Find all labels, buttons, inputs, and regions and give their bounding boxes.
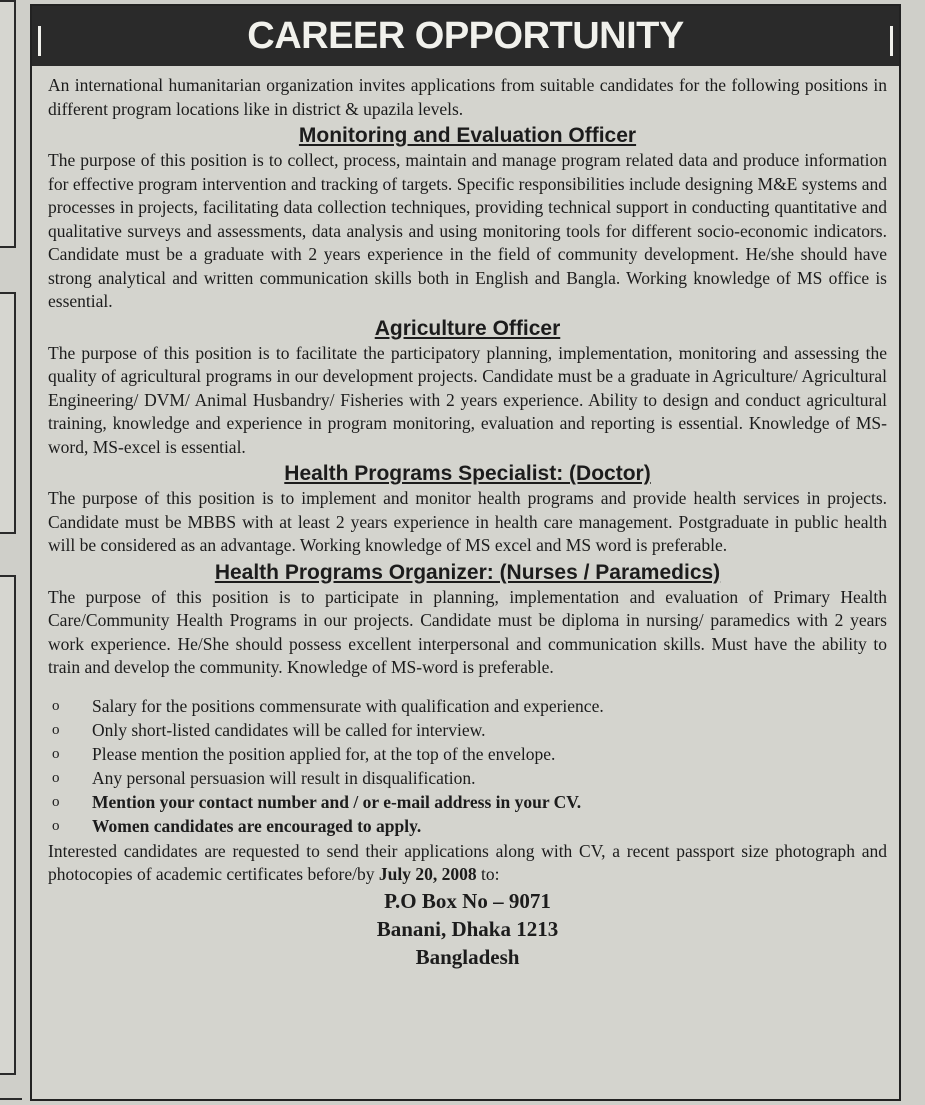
job-advertisement (30, 4, 901, 1101)
bullet-icon: o (52, 745, 60, 762)
position-description-health-organizer: The purpose of this position is to participate in planning, implementation and evaluation of Primary Health Care/Community Health Programs in our projects. Candidate must be diploma in nursing/ paramedics with 2 years work experience. He/She should possess excellent interpersonal and communication skills. Must have the ability to train and develop the community. Knowledge of MS-word is preferable. (48, 586, 887, 677)
list-item: o Salary for the positions commensurate with qualification and experience. (48, 694, 887, 718)
notes-list (48, 694, 887, 838)
bullet-icon: o (52, 769, 60, 786)
neighbor-column-middle (0, 292, 16, 534)
header-banner (32, 6, 899, 66)
list-item: o Mention your contact number and / or e-mail address in your CV. (48, 790, 887, 814)
bullet-icon: o (52, 793, 60, 810)
page-title: CAREER OPPORTUNITY (247, 14, 684, 57)
ad-body (32, 66, 899, 971)
postal-address (48, 887, 887, 971)
address-line-country: Bangladesh (415, 944, 520, 969)
position-title-health-organizer: Health Programs Organizer: (Nurses / Paramedics) (214, 560, 721, 584)
deadline-date: July 20, 2008 (378, 864, 477, 884)
list-item: o Women candidates are encouraged to apply. (48, 814, 887, 838)
position-title-agriculture-officer: Agriculture Officer (374, 316, 561, 340)
bullet-icon: o (52, 697, 60, 714)
bullet-icon: o (52, 817, 60, 834)
list-item: o Any personal persuasion will result in disqualification. (48, 766, 887, 790)
address-line-city: Banani, Dhaka 1213 (376, 916, 559, 941)
bullet-icon: o (52, 721, 60, 738)
position-title-me-officer: Monitoring and Evaluation Officer (298, 124, 637, 147)
closing-paragraph: Interested candidates are requested to send their applications along with CV, a recent passport size photograph and photocopies of academic certificates before/by July 20, 2008 to: (48, 840, 887, 884)
neighbor-column-top (0, 0, 16, 248)
list-item: o Only short-listed candidates will be called for interview. (48, 718, 887, 742)
list-item: o Please mention the position applied for, at the top of the envelope. (48, 742, 887, 766)
address-line-po-box: P.O Box No – 9071 (384, 888, 551, 913)
position-description-agriculture-officer: The purpose of this position is to facilitate the participatory planning, implementation, monitoring and assessing the quality of agricultural programs in our development projects. Candidate must be a graduate in Agriculture/ Agricultural Engineering/ DVM/ Animal Husbandry/ Fisheries with 2 years experience. Ability to design and conduct agricultural training, knowledge and experience in program monitoring, evaluation and reporting is essential. Knowledge of MS-word, MS-excel is essential. (48, 342, 887, 457)
neighbor-column-bottom (0, 575, 16, 1075)
position-description-health-specialist: The purpose of this position is to implement and monitor health programs and provide health services in projects. Candidate must be MBBS with at least 2 years experience in health care management. Postgraduate in public health will be considered as an advantage. Working knowledge of MS excel and MS word is preferable. (48, 488, 887, 555)
position-description-me-officer: The purpose of this position is to collect, process, maintain and manage program related data and produce information for effective program intervention and tracking of targets. Specific responsibilities include designing M&E systems and processes in projects, facilitating data collection techniques, providing technical support in conducting quantitative and qualitative surveys and assessments, data analysis and using monitoring tools for different socio-economic indicators. Candidate must be a graduate with 2 years experience in the field of community development. He/she should have strong analytical and written communication skills both in English and Bangla. Working knowledge of MS office is essential. (48, 150, 887, 311)
position-title-health-specialist: Health Programs Specialist: (Doctor) (284, 462, 651, 485)
intro-paragraph: An international humanitarian organization invites applications from suitable candidates for the following positions in different program locations like in district & upazila levels. (48, 75, 887, 119)
divider (0, 1098, 22, 1100)
